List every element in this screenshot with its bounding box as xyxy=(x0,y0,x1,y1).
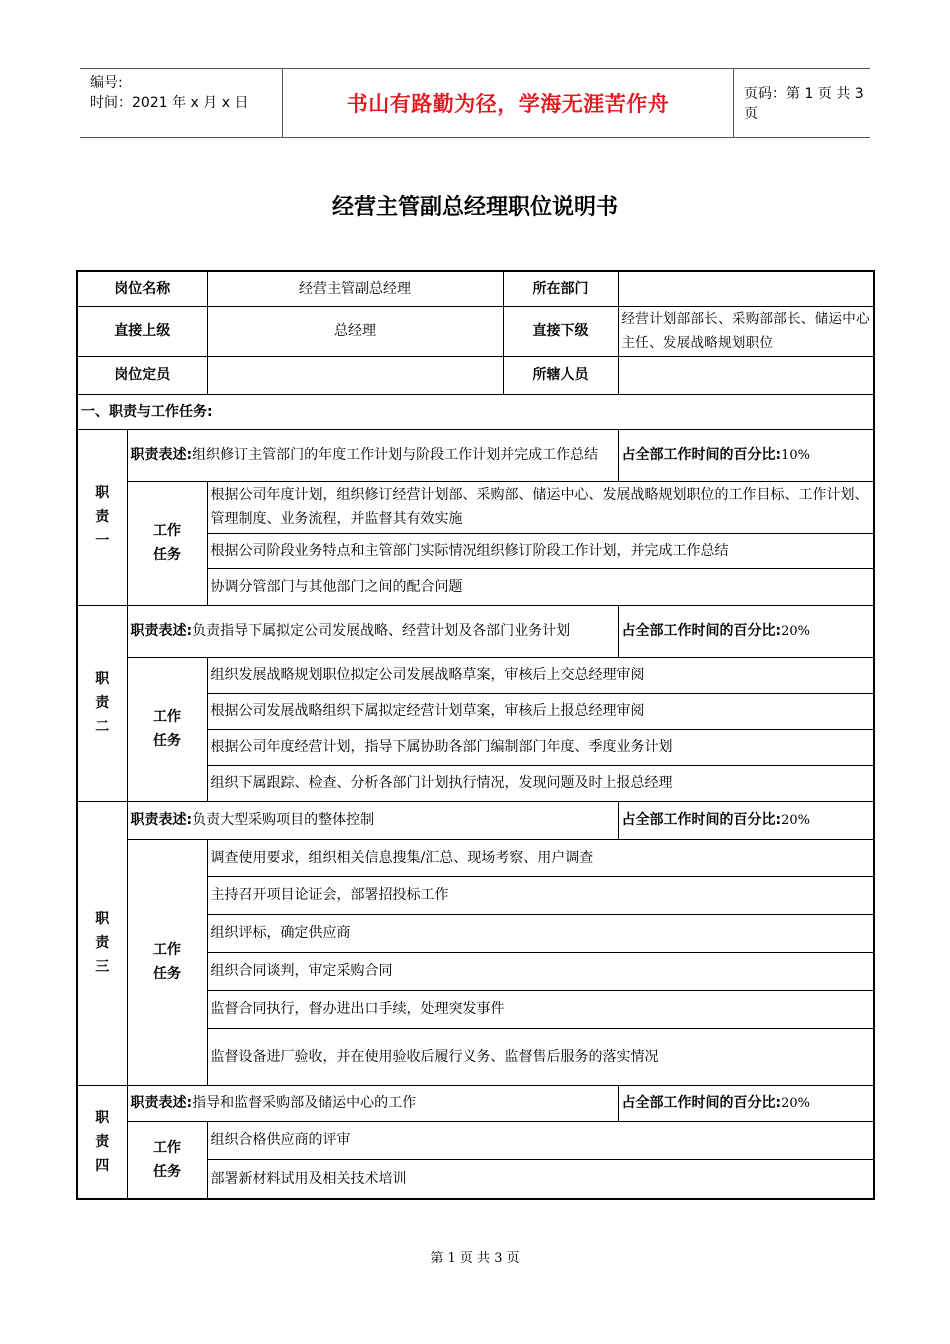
duty-3-task-5: 监督合同执行，督办进出口手续，处理突发事件 xyxy=(207,990,874,1028)
department-value xyxy=(618,271,874,306)
duty-3-task-1: 调查使用要求，组织相关信息搜集/汇总、现场考察、用户调查 xyxy=(207,839,874,876)
duty-2-percent: 占全部工作时间的百分比:20% xyxy=(618,605,874,657)
duty-3-description: 职责表述:负责大型采购项目的整体控制 xyxy=(127,801,618,839)
document-time: 时间：2021 年 x 月 x 日 xyxy=(90,95,249,111)
header-meta xyxy=(80,69,282,137)
duty-1-task-2: 根据公司阶段业务特点和主管部门实际情况组织修订阶段工作计划，并完成工作总结 xyxy=(207,533,874,568)
duty-3-task-4: 组织合同谈判，审定采购合同 xyxy=(207,952,874,990)
duty-4-task-1: 组织合格供应商的评审 xyxy=(207,1121,874,1159)
duty-4-task-label: 工作 任务 xyxy=(127,1121,207,1199)
duty-2-task-1: 组织发展战略规划职位拟定公司发展战略草案，审核后上交总经理审阅 xyxy=(207,657,874,693)
duty-3-task-2: 主持召开项目论证会，部署招投标工作 xyxy=(207,876,874,914)
duty-4-description-row xyxy=(77,1085,874,1121)
superior-label: 直接上级 xyxy=(77,306,207,356)
duty-3-label: 职 责 三 xyxy=(77,801,127,1085)
info-row-headcount xyxy=(77,356,874,394)
page-footer: 第 1 页 共 3 页 xyxy=(430,1251,520,1266)
duty-2-task-3: 根据公司年度经营计划，指导下属协助各部门编制部门年度、季度业务计划 xyxy=(207,729,874,765)
duty-4-percent: 占全部工作时间的百分比:20% xyxy=(618,1085,874,1121)
duty-3-percent: 占全部工作时间的百分比:20% xyxy=(618,801,874,839)
duty-3-task-row xyxy=(77,839,874,876)
duty-3-task-6: 监督设备进厂验收，并在使用验收后履行义务、监督售后服务的落实情况 xyxy=(207,1028,874,1085)
duty-2-description: 职责表述:负责指导下属拟定公司发展战略、经营计划及各部门业务计划 xyxy=(127,605,618,657)
header-page-number: 页码：第 1 页 共 3 页 xyxy=(744,86,864,122)
document-header xyxy=(80,68,870,138)
position-name-value: 经营主管副总经理 xyxy=(207,271,503,306)
duty-1-task-3: 协调分管部门与其他部门之间的配合问题 xyxy=(207,568,874,605)
duty-1-label: 职 责 一 xyxy=(77,429,127,605)
duty-1-task-1: 根据公司年度计划，组织修订经营计划部、采购部、储运中心、发展战略规划职位的工作目标、工作计划、管理制度、业务流程，并监督其有效实施 xyxy=(207,481,874,533)
duty-4-task-2: 部署新材料试用及相关技术培训 xyxy=(207,1159,874,1199)
subordinate-label: 直接下级 xyxy=(503,306,618,356)
document-title: 经营主管副总经理职位说明书 xyxy=(331,195,618,220)
superior-value: 总经理 xyxy=(207,306,503,356)
duty-2-task-label: 工作 任务 xyxy=(127,657,207,801)
duty-1-task-label: 工作 任务 xyxy=(127,481,207,605)
headcount-value xyxy=(207,356,503,394)
section-title: 一、职责与工作任务: xyxy=(77,394,874,429)
duty-1-description: 职责表述:组织修订主管部门的年度工作计划与阶段工作计划并完成工作总结 xyxy=(127,429,618,481)
info-row-position xyxy=(77,271,874,306)
duty-3-task-label: 工作 任务 xyxy=(127,839,207,1085)
document-number-label: 编号: xyxy=(90,75,123,91)
duty-4-description: 职责表述:指导和监督采购部及储运中心的工作 xyxy=(127,1085,618,1121)
section-row xyxy=(77,394,874,429)
duty-2-description-row xyxy=(77,605,874,657)
headcount-label: 岗位定员 xyxy=(77,356,207,394)
duty-1-task-row xyxy=(77,481,874,533)
duty-3-task-3: 组织评标，确定供应商 xyxy=(207,914,874,952)
duty-1-description-row xyxy=(77,429,874,481)
staff-value xyxy=(618,356,874,394)
header-motto: 书山有路勤为径，学海无涯苦作舟 xyxy=(282,69,734,137)
duty-2-task-4: 组织下属跟踪、检查、分析各部门计划执行情况，发现问题及时上报总经理 xyxy=(207,765,874,801)
duty-4-task-row xyxy=(77,1121,874,1159)
duty-2-task-row xyxy=(77,657,874,693)
duty-1-percent: 占全部工作时间的百分比:10% xyxy=(618,429,874,481)
duty-2-label: 职 责 二 xyxy=(77,605,127,801)
info-row-superior xyxy=(77,306,874,356)
department-label: 所在部门 xyxy=(503,271,618,306)
subordinate-value: 经营计划部部长、采购部部长、储运中心主任、发展战略规划职位 xyxy=(618,306,874,356)
duty-4-label: 职 责 四 xyxy=(77,1085,127,1199)
position-name-label: 岗位名称 xyxy=(77,271,207,306)
job-description-table xyxy=(76,270,875,1200)
duty-2-task-2: 根据公司发展战略组织下属拟定经营计划草案，审核后上报总经理审阅 xyxy=(207,693,874,729)
duty-3-description-row xyxy=(77,801,874,839)
staff-label: 所辖人员 xyxy=(503,356,618,394)
